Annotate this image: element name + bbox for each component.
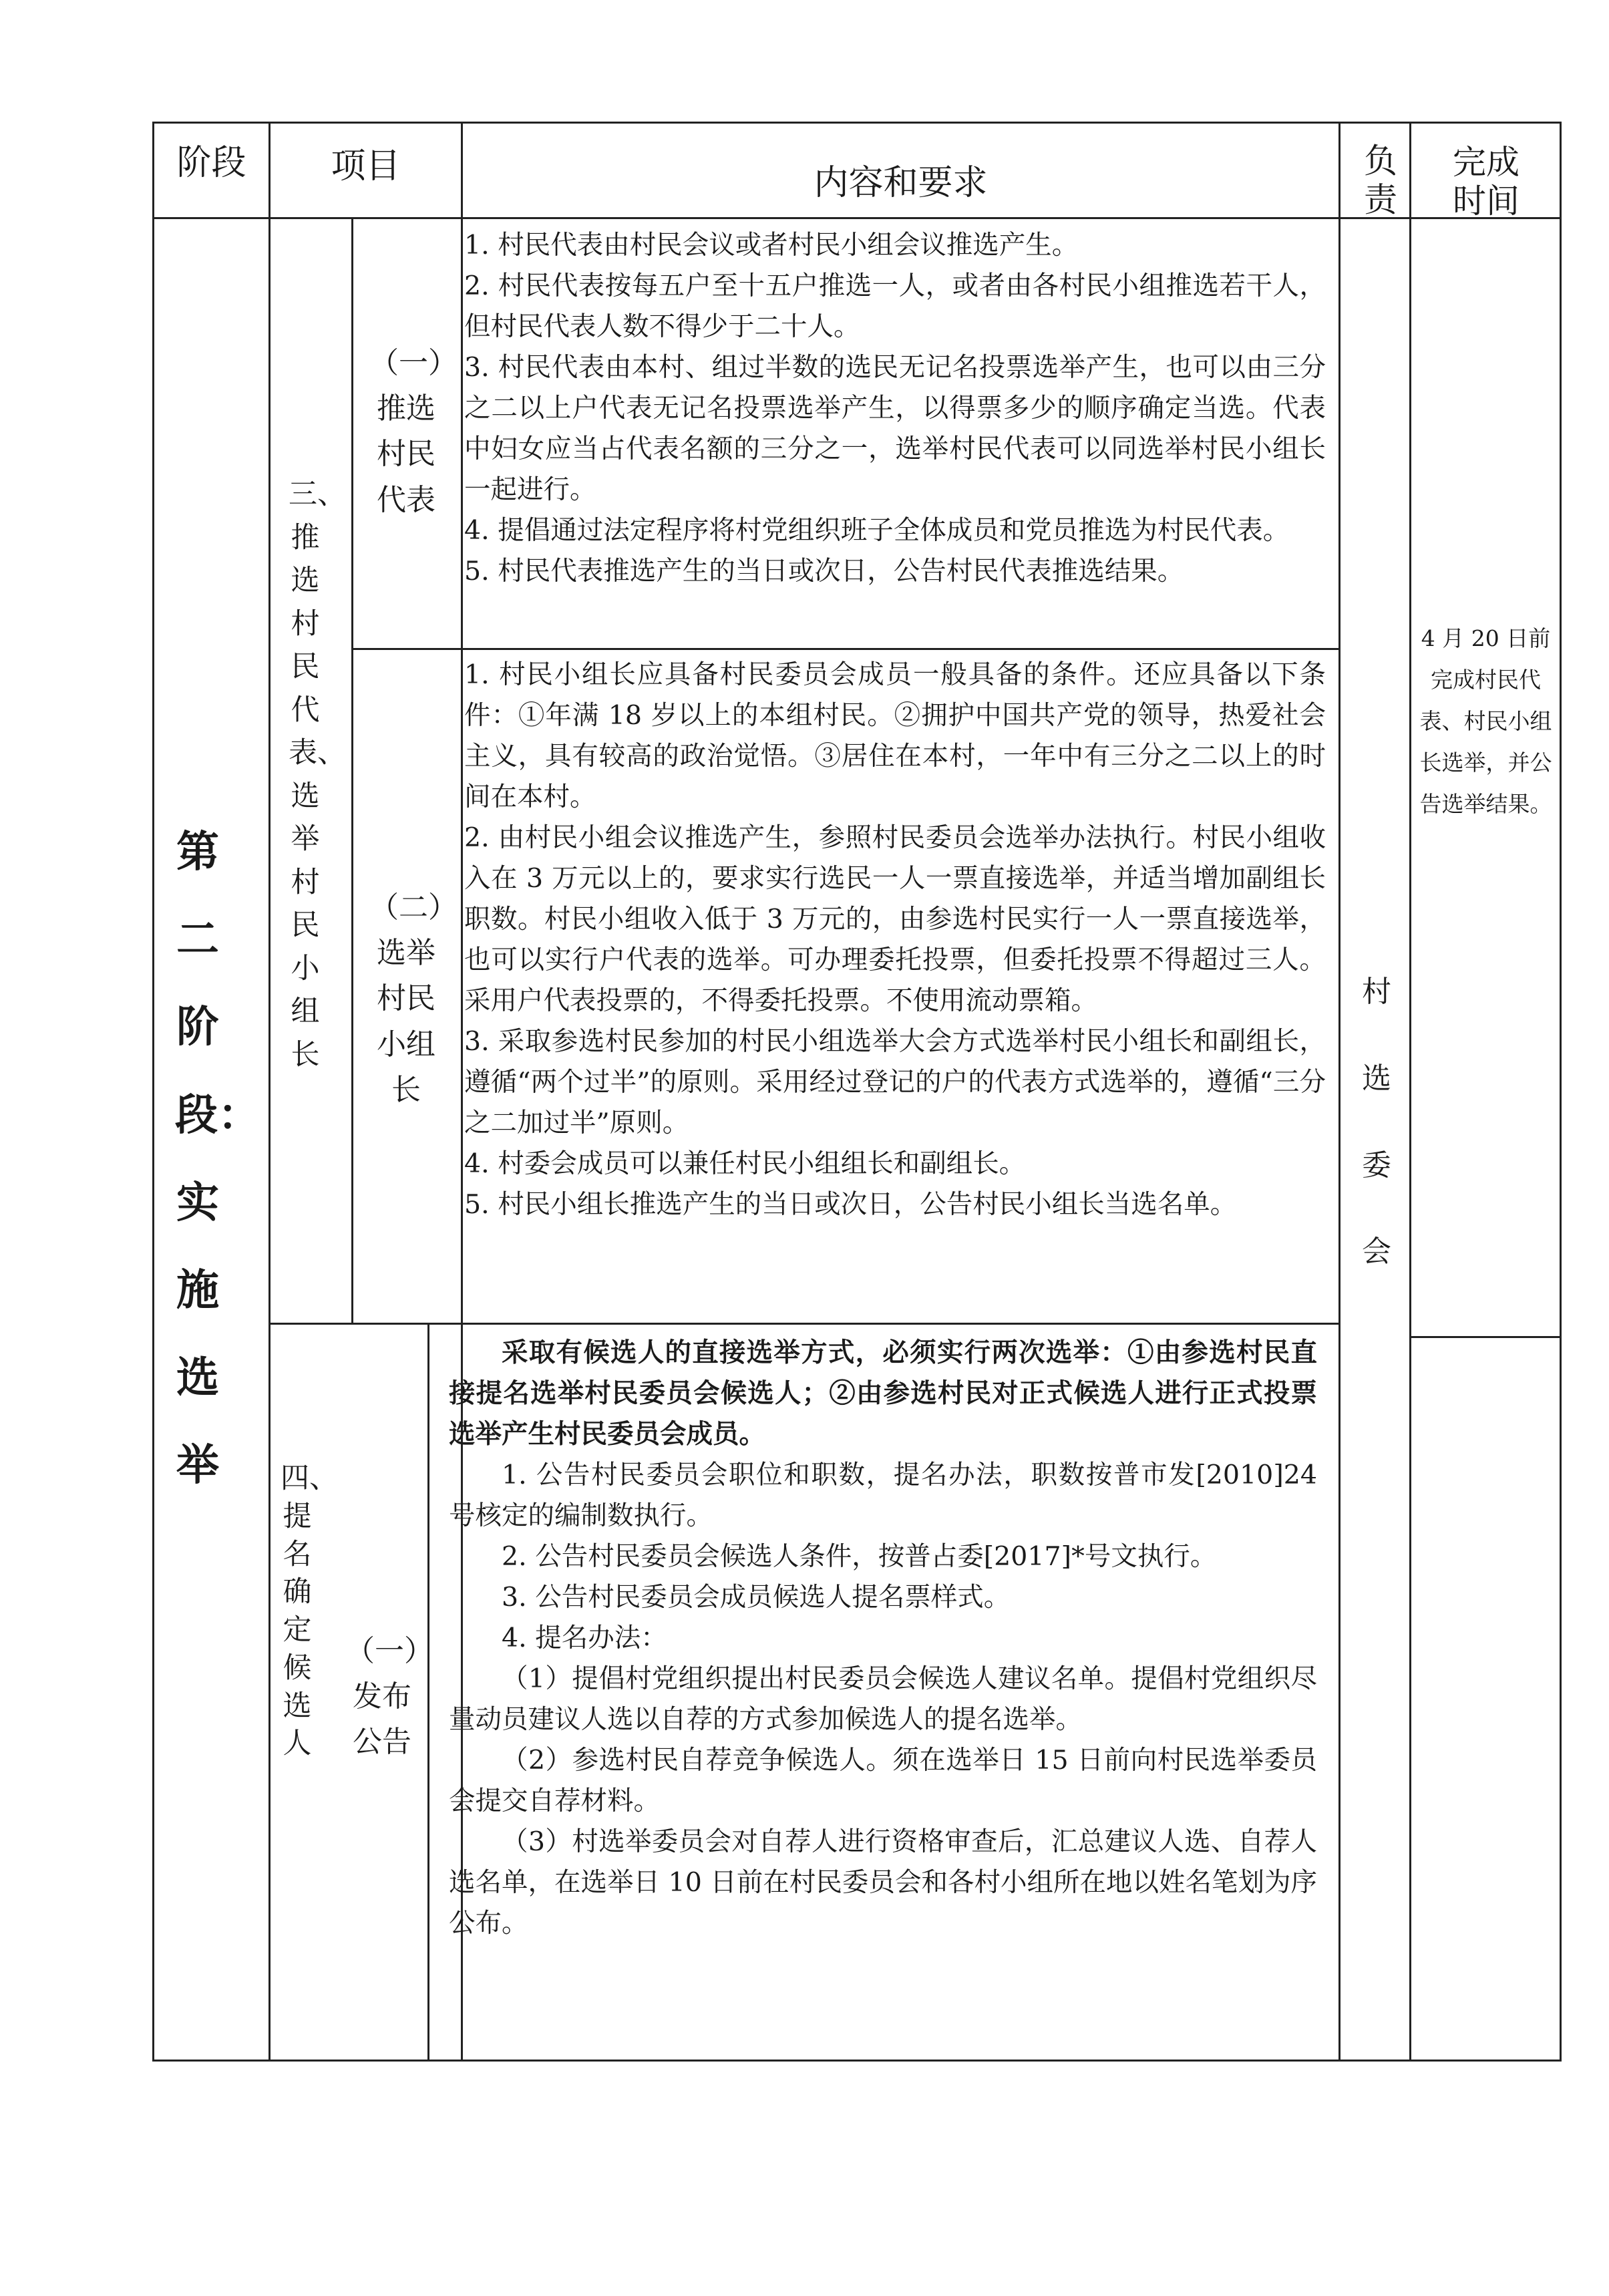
header-content: 内容和要求 xyxy=(814,163,988,203)
list-item: 5. 村民小组长推选产生的当日或次日，公告村民小组长当选名单。 xyxy=(464,1189,1237,1220)
section3-sub2-title: （二）选举村民小组长 xyxy=(369,890,443,1107)
list-item: 1. 村民小组长应具备村民委员会成员一般具备的条件。还应具备以下条件：①年满 18 岁以上的本组村民。②拥护中国共产党的领导，热爱社会主义，具有较高的政治觉悟。③居住在本村，一年中有三分之二以上的时间在本村。 xyxy=(464,659,1326,812)
list-item: 1. 公告村民委员会职位和职数，提名办法，职数按普市发[2010]24 号核定的编制数执行。 xyxy=(449,1460,1317,1531)
list-item: 3. 采取参选村民参加的村民小组选举大会方式选举村民小组长和副组长，遵循“两个过半”的原则。采用经过登记的户的代表方式选举的，遵循“三分之二加过半”原则。 xyxy=(464,1026,1326,1138)
section3-sub1-content xyxy=(464,225,1326,592)
col-divider-content xyxy=(1338,122,1340,2062)
section4-intro: 采取有候选人的直接选举方式，必须实行两次选举：①由参选村民直接提名选举村民委员会候选人；②由参选村民对正式候选人进行正式投票选举产生村民委员会成员。 xyxy=(449,1337,1317,1450)
col-divider-responsible xyxy=(1409,122,1411,2062)
section4-sub1-title: （一）发布公告 xyxy=(345,1634,419,1760)
header-responsible: 负责 xyxy=(1364,142,1397,219)
header-time: 完成时间 xyxy=(1453,143,1519,220)
row-divider-sub xyxy=(351,648,1340,650)
section3-time: 4 月 20 日前完成村民代表、村民小组长选举，并公告选举结果。 xyxy=(1419,625,1552,817)
list-item: （2）参选村民自荐竞争候选人。须在选举日 15 日前向村民选举委员会提交自荐材料。 xyxy=(449,1745,1317,1816)
list-item: 4. 提名办法： xyxy=(502,1623,667,1653)
list-item: （3）村选举委员会对自荐人进行资格审查后，汇总建议人选、自荐人选名单，在选举日 10 日前在村民委员会和各村小组所在地以姓名笔划为序公布。 xyxy=(449,1826,1317,1939)
list-item: 4. 提倡通过法定程序将村党组织班子全体成员和党员推选为村民代表。 xyxy=(464,515,1290,546)
row-divider-section xyxy=(269,1323,1340,1325)
section3-sub1-title: （一）推选村民代表 xyxy=(369,346,443,517)
row-divider-time xyxy=(1409,1336,1562,1338)
list-item: （1）提倡村党组织提出村民委员会候选人建议名单。提倡村党组织尽量动员建议人选以自荐的方式参加候选人的提名选举。 xyxy=(449,1663,1317,1735)
list-item: 1. 村民代表由村民会议或者村民小组会议推选产生。 xyxy=(464,230,1079,261)
col-divider-stage xyxy=(269,122,271,2062)
section3-title: 三、推选村民代表、选举村民小组长 xyxy=(289,478,346,1072)
list-item: 3. 公告村民委员会成员候选人提名票样式。 xyxy=(502,1582,1011,1613)
col-divider-sub-s4 xyxy=(427,1324,429,2062)
header-stage: 阶段 xyxy=(176,143,246,183)
list-item: 2. 村民代表按每五户至十五户推选一人，或者由各村民小组推选若干人，但村民代表人数不得少于二十人。 xyxy=(464,271,1326,342)
list-item: 5. 村民代表推选产生的当日或次日，公告村民代表推选结果。 xyxy=(464,556,1184,587)
responsible-label: 村选委会 xyxy=(1362,975,1391,1269)
list-item: 2. 由村民小组会议推选产生，参照村民委员会选举办法执行。村民小组收入在 3 万元以上的，要求实行选民一人一票直接选举，并适当增加副组长职数。村民小组收入低于 3 万元的，由参选村民实行一人一票直接选举，也可以实行户代表的选举。可办理委托投票，但委托投票不得超过三人。采用户代表投票的，不得委托投票。不使用流动票箱。 xyxy=(464,822,1326,1016)
list-item: 4. 村委会成员可以兼任村民小组组长和副组长。 xyxy=(464,1148,1026,1179)
section4-sub1-content xyxy=(449,1333,1317,1944)
section4-title: 四、提名确定候选人 xyxy=(281,1462,338,1761)
list-item: 2. 公告村民委员会候选人条件，按普占委[2017]*号文执行。 xyxy=(502,1541,1217,1572)
row-divider-header xyxy=(152,217,1562,219)
col-divider-sub-s3 xyxy=(351,217,353,1323)
list-item: 3. 村民代表由本村、组过半数的选民无记名投票选举产生，也可以由三分之二以上户代表无记名投票选举产生，以得票多少的顺序确定当选。代表中妇女应当占代表名额的三分之一，选举村民代表可以同选举村民小组长一起进行。 xyxy=(464,352,1326,505)
stage-label: 第二阶段：实施选举 xyxy=(175,827,260,1491)
section3-sub2-content xyxy=(464,655,1326,1225)
header-item: 项目 xyxy=(331,146,401,186)
